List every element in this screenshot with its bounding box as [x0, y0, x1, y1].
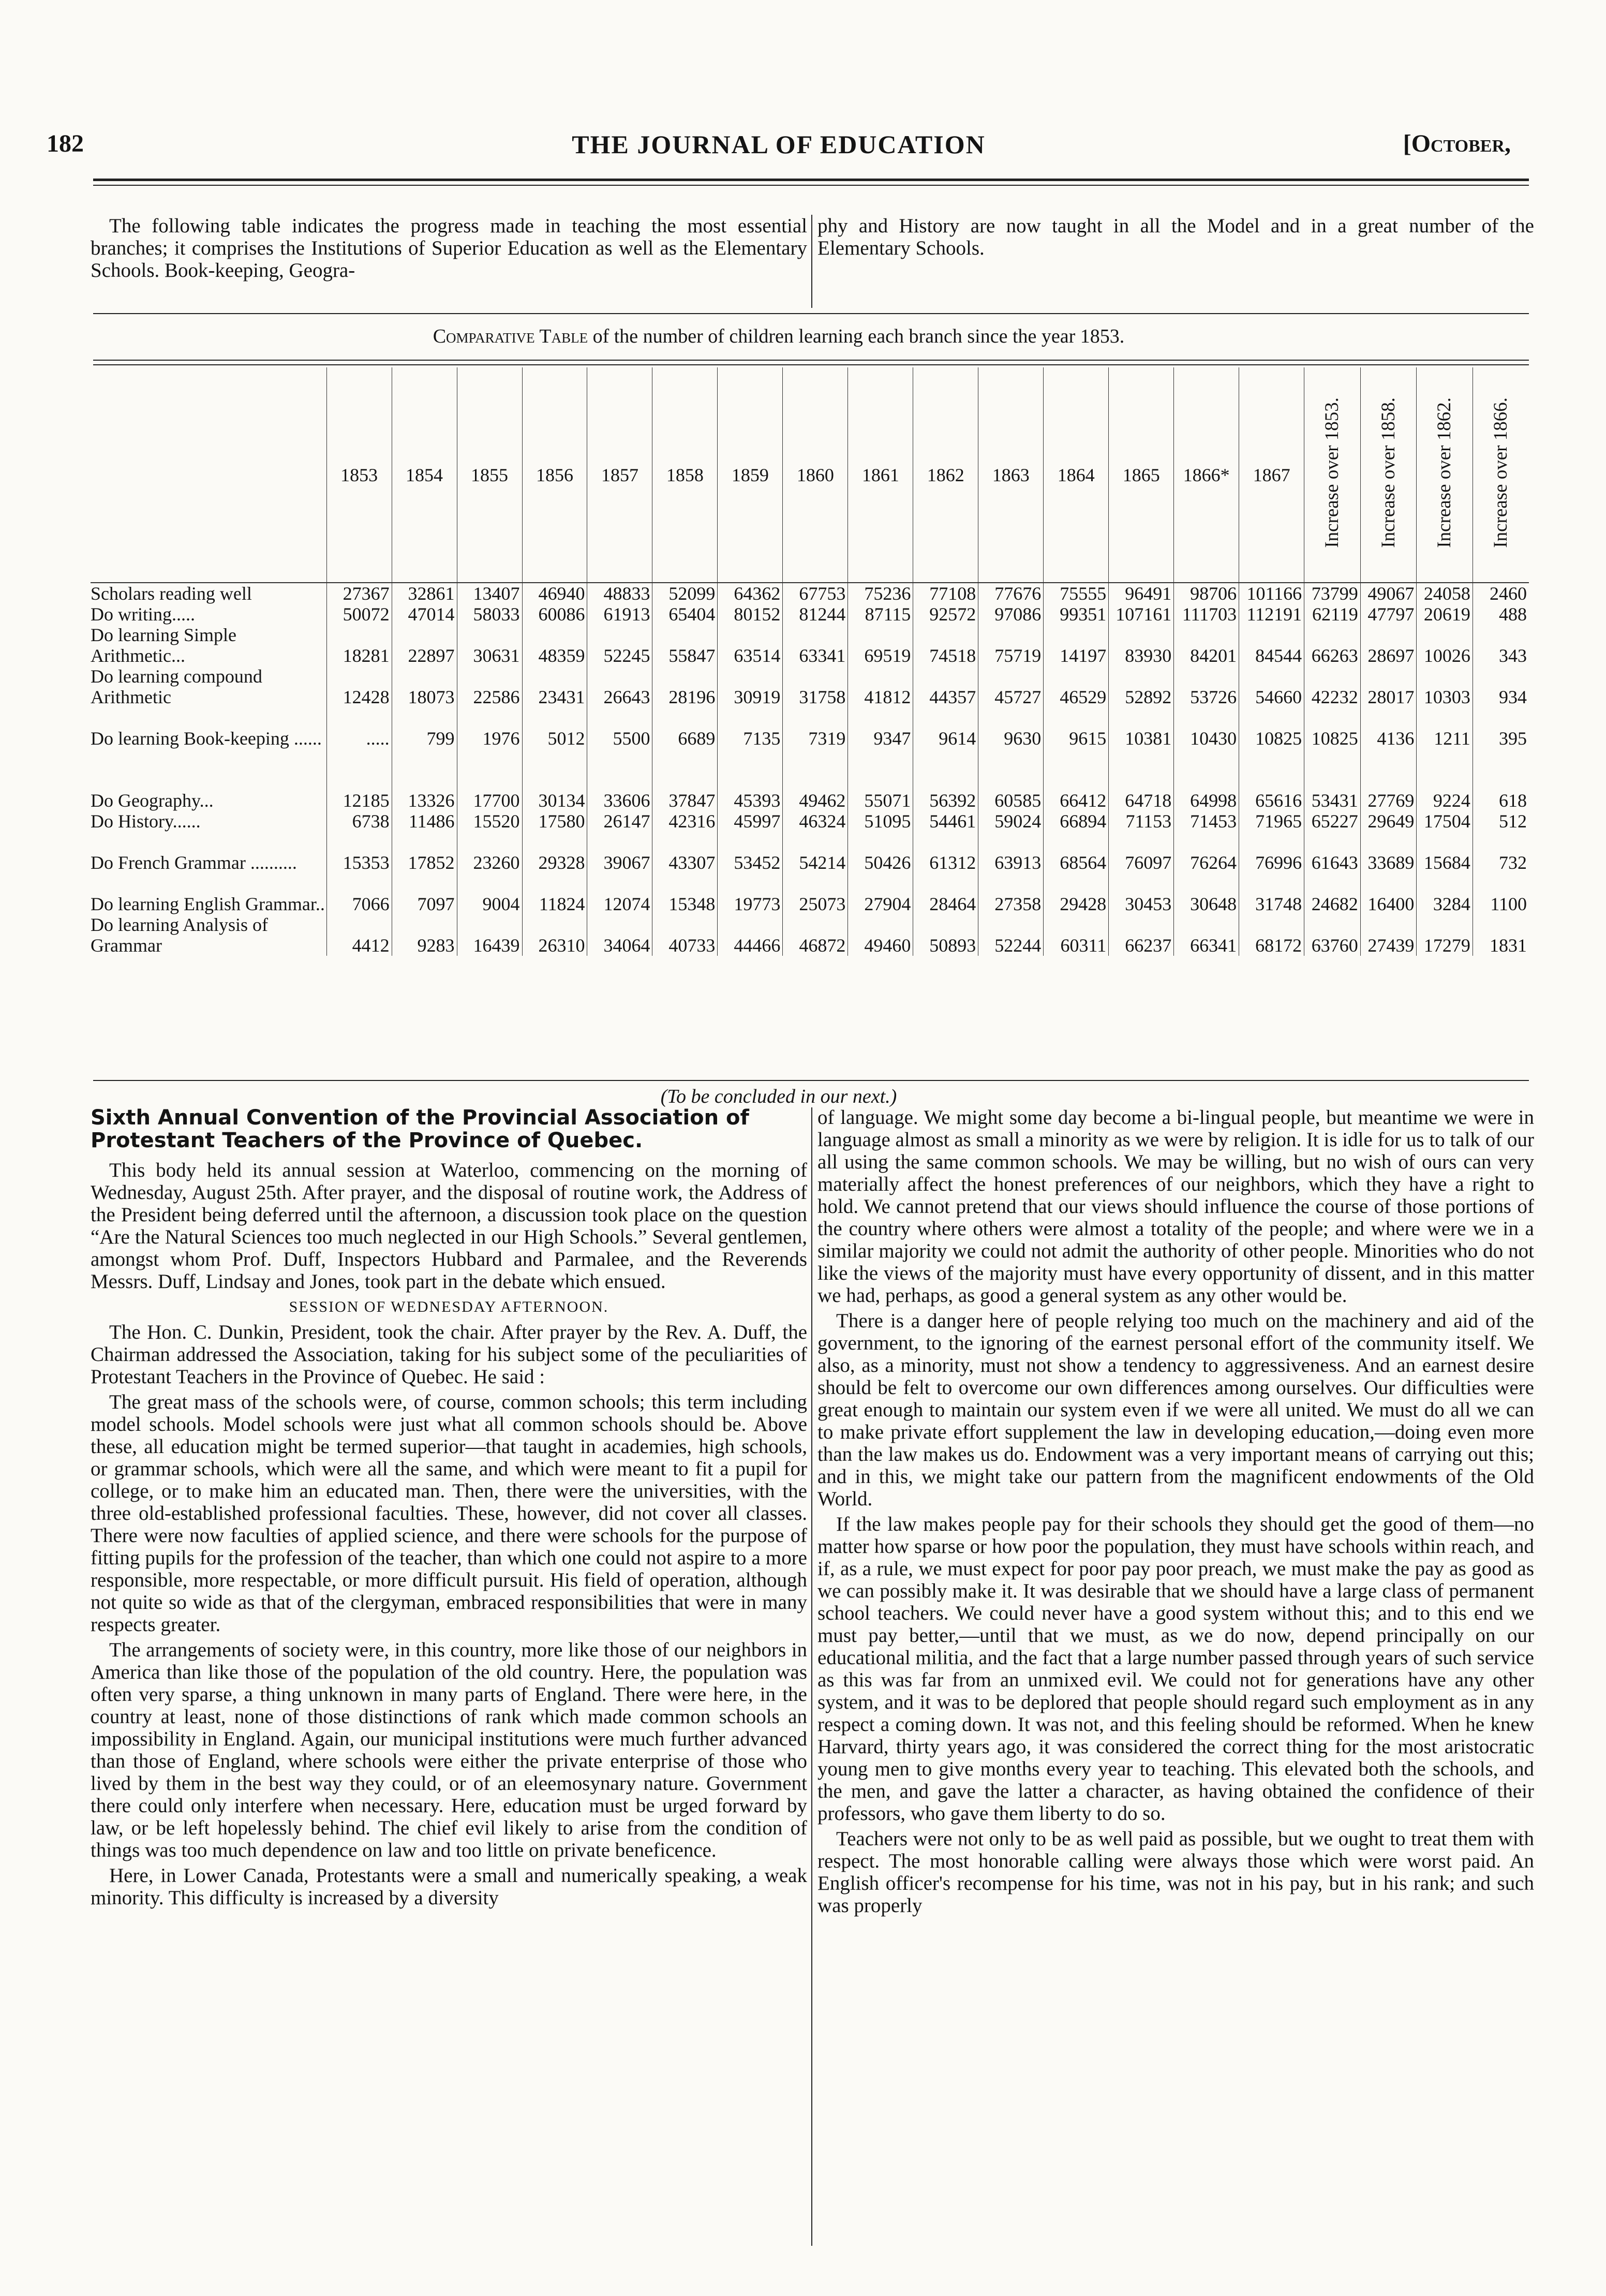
table-row	[91, 749, 1529, 811]
table-cell: 75719	[978, 625, 1044, 666]
year-header: 1865	[1109, 367, 1174, 583]
table-cell: 1831	[1473, 914, 1529, 956]
table-cell: 65404	[652, 604, 718, 625]
article-paragraph: The Hon. C. Dunkin, President, took the chair. After prayer by the Rev. A. Duff, the Chairman addressed the Association, taking for his subject some of the peculiarities of Protestant Teachers in the Province of Quebec. He said :	[91, 1321, 807, 1388]
to-be-concluded: (To be concluded in our next.)	[660, 1086, 897, 1107]
table-cell: 46324	[783, 811, 848, 832]
row-label: Do Geography...	[91, 790, 214, 811]
table-cell: 14197	[1044, 625, 1109, 666]
table-cell: 29328	[522, 832, 587, 873]
table-cell: 9283	[392, 914, 457, 956]
table-cell: 53726	[1174, 666, 1239, 707]
row-label: Do learning Book-keeping ......	[91, 728, 322, 749]
table-cell: 1976	[457, 707, 522, 749]
article-paragraph: There is a danger here of people relying too much on the machinery and aid of the government, to the ignoring of the earnest personal effort of the community itself. We also, as a minority, must not show a tendency to aggressiveness. And an earnest desire should be felt to overcome our own differences among ourselves. Our difficulties were great enough to maintain our system even if we were all united. We must do all we can to make private effort supplement the law in developing education,—doing even more than the law makes us do. Endowment was a very important means of carrying out this; and in this, we might take our pattern from the magnificent endowments of the Old World.	[817, 1310, 1534, 1510]
table-cell: 84201	[1174, 625, 1239, 666]
table-cell: 63514	[718, 625, 783, 666]
table-cell: 19773	[718, 873, 783, 914]
table-cell: 73799	[1304, 583, 1361, 604]
table-cell: 37847	[652, 749, 718, 811]
table-cell: 343	[1473, 625, 1529, 666]
year-header: 1855	[457, 367, 522, 583]
table-cell: 27769	[1360, 749, 1417, 811]
table-cell: 1100	[1473, 873, 1529, 914]
table-row	[91, 832, 1529, 873]
table-cell: 488	[1473, 604, 1529, 625]
session-subheading: SESSION OF WEDNESDAY AFTERNOON.	[289, 1298, 609, 1315]
table-cell: 732	[1473, 832, 1529, 873]
table-cell: 28196	[652, 666, 718, 707]
table-cell: 83930	[1109, 625, 1174, 666]
article-paragraph: Here, in Lower Canada, Protestants were a small and numerically speaking, a weak minority. This difficulty is increased by a diversity	[91, 1864, 807, 1909]
year-header: 1866*	[1174, 367, 1239, 583]
table-cell: 28017	[1360, 666, 1417, 707]
article-paragraph: If the law makes people pay for their schools they should get the good of them—no matter how sparse or how poor the population, they must have schools within reach, and if, as a rule, we must expect for poor pay poor preach, we must make the pay as good as we can possibly make it. It was desirable that we should have a large class of permanent school teachers. We could never have a good system without this; and to this end we must pay better,—until that we must, as we do now, depend principally on our educational militia, and the fact that a large number passed through years of such service as this was far from an unmixed evil. We could not for generations have any other system, and it was to be deplored that people should regard such employment as in any respect a coming down. It was not, and this feeling should be reformed. When he knew Harvard, thirty years ago, it was considered the correct thing for the most aristocratic young men to give months every year to teaching. This elevated both the schools, and the men, and gave the latter a character, as having obtained the confidence of their professors, who gave them liberty to do so.	[817, 1513, 1534, 1825]
table-cell: 13407	[457, 583, 522, 604]
table-cell: 12074	[587, 873, 652, 914]
row-label: Do History......	[91, 811, 201, 832]
table-caption	[47, 325, 1511, 348]
table-cell: 22897	[392, 625, 457, 666]
table-cell: 12185	[326, 749, 392, 811]
table-cell: 63341	[783, 625, 848, 666]
table-cell: 46872	[783, 914, 848, 956]
row-label: Scholars reading well	[91, 583, 326, 604]
intro-right-text: phy and History are now taught in all the Model and in a great number of the Elementary Schools.	[817, 215, 1534, 259]
header-rule-top	[93, 179, 1529, 181]
table-cell: 9347	[848, 707, 913, 749]
table-cell: 46940	[522, 583, 587, 604]
table-cell: 71453	[1174, 811, 1239, 832]
table-cell: 13326	[392, 749, 457, 811]
row-label: Do learning Analysis of Grammar	[91, 914, 268, 956]
table-cell: 7319	[783, 707, 848, 749]
table-cell: 16439	[457, 914, 522, 956]
table-cell: 33606	[587, 749, 652, 811]
table-cell: 30648	[1174, 873, 1239, 914]
table-cell: 9630	[978, 707, 1044, 749]
table-cell: 68172	[1239, 914, 1304, 956]
table-cell: 77676	[978, 583, 1044, 604]
table-cell: 23260	[457, 832, 522, 873]
table-row	[91, 914, 1529, 956]
table-cell: 934	[1473, 666, 1529, 707]
table-cell: 17700	[457, 749, 522, 811]
table-cell: 54461	[913, 811, 978, 832]
table-cell: 49460	[848, 914, 913, 956]
table-row	[91, 625, 1529, 666]
table-cell: 68564	[1044, 832, 1109, 873]
table-cell: 45727	[978, 666, 1044, 707]
table-cell: 10825	[1304, 707, 1361, 749]
table-rule-bottom	[93, 1080, 1529, 1081]
table-cell: 44466	[718, 914, 783, 956]
year-header: 1853	[326, 367, 392, 583]
table-cell: 395	[1473, 707, 1529, 749]
table-cell: 75236	[848, 583, 913, 604]
table-cell: 63760	[1304, 914, 1361, 956]
table-cell: 28464	[913, 873, 978, 914]
increase-header-label: Increase over 1866.	[1490, 397, 1511, 548]
table-cell: 50893	[913, 914, 978, 956]
table-row	[91, 873, 1529, 914]
table-cell: 66263	[1304, 625, 1361, 666]
table-cell: 51095	[848, 811, 913, 832]
table-cell: 39067	[587, 832, 652, 873]
table-cell: 15353	[326, 832, 392, 873]
table-cell: 48833	[587, 583, 652, 604]
table-cell: .....	[326, 707, 392, 749]
table-cell: 46529	[1044, 666, 1109, 707]
table-cell: 50426	[848, 832, 913, 873]
table-cell: 29649	[1360, 811, 1417, 832]
table-cell: 63913	[978, 832, 1044, 873]
increase-header-label: Increase over 1862.	[1434, 397, 1455, 548]
article-paragraph: The great mass of the schools were, of course, common schools; this term including model schools. Model schools were just what all common schools should be. Above these, all education might be termed superior—that taught in academies, high schools, or grammar schools, which were all the same, and which were meant to fit a pupil for college, or to make him an educated man. Then, there were the universities, with the three old-established professional faculties. These, however, did not cover all classes. There were now faculties of applied science, and there were schools for the purpose of fitting pupils for the profession of the teacher, than which one could not aspire to a more responsible, more respectable, or more difficult pursuit. His field of operation, although not quite so wide as that of the clergyman, embraced responsibilities that were in many respects greater.	[91, 1391, 807, 1636]
table-cell: 30919	[718, 666, 783, 707]
year-header: 1854	[392, 367, 457, 583]
table-cell: 24682	[1304, 873, 1361, 914]
table-cell: 31758	[783, 666, 848, 707]
table-cell: 76264	[1174, 832, 1239, 873]
increase-header	[1304, 367, 1361, 583]
table-cell: 16400	[1360, 873, 1417, 914]
table-cell: 50072	[326, 604, 392, 625]
table-cell: 65616	[1239, 749, 1304, 811]
year-header: 1864	[1044, 367, 1109, 583]
table-cell: 9004	[457, 873, 522, 914]
table-cell: 76097	[1109, 832, 1174, 873]
table-cell: 15348	[652, 873, 718, 914]
table-cell: 42316	[652, 811, 718, 832]
table-cell: 9615	[1044, 707, 1109, 749]
table-cell: 17504	[1417, 811, 1473, 832]
table-cell: 66237	[1109, 914, 1174, 956]
table-cell: 15684	[1417, 832, 1473, 873]
table-cell: 29428	[1044, 873, 1109, 914]
table-cell: 6738	[326, 811, 392, 832]
table-cell: 18073	[392, 666, 457, 707]
table-cell: 64718	[1109, 749, 1174, 811]
table-cell: 799	[392, 707, 457, 749]
table-rule-top	[93, 360, 1529, 361]
table-cell: 47014	[392, 604, 457, 625]
table-cell: 3284	[1417, 873, 1473, 914]
table-row	[91, 604, 1529, 625]
table-cell: 76996	[1239, 832, 1304, 873]
article-left-column	[91, 1106, 807, 1912]
table-cell: 52245	[587, 625, 652, 666]
table-cell: 11824	[522, 873, 587, 914]
year-header: 1856	[522, 367, 587, 583]
table-cell: 53452	[718, 832, 783, 873]
table-cell: 60585	[978, 749, 1044, 811]
table-rule-top-2	[93, 364, 1529, 365]
table-cell: 10303	[1417, 666, 1473, 707]
table-cell: 20619	[1417, 604, 1473, 625]
table-cell: 10026	[1417, 625, 1473, 666]
increase-header	[1473, 367, 1529, 583]
year-header: 1859	[718, 367, 783, 583]
table-cell: 34064	[587, 914, 652, 956]
table-cell: 618	[1473, 749, 1529, 811]
table-cell: 59024	[978, 811, 1044, 832]
table-cell: 61643	[1304, 832, 1361, 873]
intro-left-column	[91, 215, 807, 285]
table-cell: 66341	[1174, 914, 1239, 956]
row-label: Do learning Simple Arithmetic...	[91, 625, 236, 666]
header-rule-bottom	[93, 185, 1529, 186]
article-paragraph: of language. We might some day become a bi-lingual people, but meantime we were in language almost as small a minority as we were by religion. It is idle for us to talk of our all using the same common schools. We may be willing, but no wish of ours can very materially affect the honest preferences of our neighbors, which they have a right to hold. We cannot pretend that our views should influence the course of those portions of the country where others were almost a totality of the people; and where were we in a similar majority we could not admit the authority of other people. Minorities who do not like the views of the majority must have every opportunity of dissent, and in this matter we had, perhaps, as good a general system as any other would be.	[817, 1106, 1534, 1307]
table-cell: 15520	[457, 811, 522, 832]
table-cell: 64362	[718, 583, 783, 604]
table-cell: 22586	[457, 666, 522, 707]
table-cell: 47797	[1360, 604, 1417, 625]
table-cell: 27439	[1360, 914, 1417, 956]
table-cell: 101166	[1239, 583, 1304, 604]
table-cell: 54660	[1239, 666, 1304, 707]
table-cell: 25073	[783, 873, 848, 914]
intro-left-text: The following table indicates the progress made in teaching the most essential branches; it comprises the Institutions of Superior Education as well as the Elementary Schools. Book-keeping, Geogra-	[91, 215, 807, 282]
table-cell: 32861	[392, 583, 457, 604]
table-cell: 5500	[587, 707, 652, 749]
caption-lead: Comparative Table	[433, 325, 588, 347]
header-label-cell	[91, 367, 326, 583]
table-cell: 27367	[326, 583, 392, 604]
table-cell: 81244	[783, 604, 848, 625]
table-cell: 54214	[783, 832, 848, 873]
table-cell: 27904	[848, 873, 913, 914]
increase-header-label: Increase over 1858.	[1377, 397, 1399, 548]
table-cell: 52099	[652, 583, 718, 604]
table-cell: 65227	[1304, 811, 1361, 832]
table-cell: 26643	[587, 666, 652, 707]
table-cell: 7066	[326, 873, 392, 914]
table-cell: 66412	[1044, 749, 1109, 811]
table-cell: 10430	[1174, 707, 1239, 749]
intro-column-divider	[811, 215, 812, 308]
table-cell: 2460	[1473, 583, 1529, 604]
caption-rest: of the number of children learning each branch since the year 1853.	[588, 325, 1125, 347]
year-header: 1860	[783, 367, 848, 583]
increase-header	[1360, 367, 1417, 583]
table-cell: 41812	[848, 666, 913, 707]
table-cell: 56392	[913, 749, 978, 811]
table-cell: 18281	[326, 625, 392, 666]
year-header: 1862	[913, 367, 978, 583]
table-header-row	[91, 367, 1529, 583]
intro-rule	[93, 313, 1529, 314]
table-cell: 52244	[978, 914, 1044, 956]
table-cell: 4136	[1360, 707, 1417, 749]
row-label: Do learning compound Arithmetic	[91, 666, 262, 707]
table-cell: 11486	[392, 811, 457, 832]
table-cell: 27358	[978, 873, 1044, 914]
table-cell: 9614	[913, 707, 978, 749]
table-cell: 9224	[1417, 749, 1473, 811]
table-cell: 31748	[1239, 873, 1304, 914]
table-cell: 28697	[1360, 625, 1417, 666]
table-row	[91, 811, 1529, 832]
table-cell: 23431	[522, 666, 587, 707]
year-header: 1858	[652, 367, 718, 583]
table-row	[91, 707, 1529, 749]
table-cell: 7097	[392, 873, 457, 914]
table-cell: 26310	[522, 914, 587, 956]
table-cell: 92572	[913, 604, 978, 625]
year-header: 1867	[1239, 367, 1304, 583]
table-cell: 45393	[718, 749, 783, 811]
year-header: 1857	[587, 367, 652, 583]
table-cell: 49067	[1360, 583, 1417, 604]
page-number: 182	[47, 130, 84, 157]
table-cell: 61312	[913, 832, 978, 873]
table-cell: 7135	[718, 707, 783, 749]
table-cell: 87115	[848, 604, 913, 625]
table-cell: 61913	[587, 604, 652, 625]
table-cell: 53431	[1304, 749, 1361, 811]
table-cell: 5012	[522, 707, 587, 749]
table-cell: 71153	[1109, 811, 1174, 832]
table-cell: 12428	[326, 666, 392, 707]
journal-title: THE JOURNAL OF EDUCATION	[572, 130, 986, 159]
table-cell: 4412	[326, 914, 392, 956]
table-cell: 77108	[913, 583, 978, 604]
article-column-divider	[811, 1107, 812, 2246]
article-paragraph: This body held its annual session at Waterloo, commencing on the morning of Wednesday, August 25th. After prayer, and the disposal of routine work, the Address of the President being deferred until the afternoon, a discussion took place on the question “Are the Natural Sciences too much neglected in our High Schools.” Several gentlemen, amongst whom Prof. Duff, Inspectors Hubbard and Parmalee, and the Reverends Messrs. Duff, Lindsay and Jones, took part in the debate which ensued.	[91, 1159, 807, 1293]
article-paragraph: Teachers were not only to be as well paid as possible, but we ought to treat them with respect. The most honorable calling were always those which were worst paid. An English officer's recompense for his time, was not in his pay, but in his rank; and such was properly	[817, 1828, 1534, 1917]
table-cell: 17852	[392, 832, 457, 873]
table-cell: 26147	[587, 811, 652, 832]
row-label: Do French Grammar ..........	[91, 852, 297, 873]
table-cell: 55071	[848, 749, 913, 811]
table-cell: 71965	[1239, 811, 1304, 832]
year-header: 1861	[848, 367, 913, 583]
table-cell: 55847	[652, 625, 718, 666]
table-cell: 52892	[1109, 666, 1174, 707]
row-label: Do learning English Grammar..	[91, 894, 325, 914]
intro-right-column	[817, 215, 1534, 262]
table-cell: 111703	[1174, 604, 1239, 625]
article-paragraph: The arrangements of society were, in this country, more like those of our neighbors in America than like those of the population of the old country. Here, the population was often very sparse, a thing unknown in many parts of England. There were here, in the country at least, none of those distinctions of rank which made common schools an impossibility in England. Again, our municipal institutions were much further advanced than those of England, where schools were either the private enterprise of those who lived by them in the best way they could, or of an eleemosynary nature. Government there could only interfere when necessary. Here, education must be urged forward by law, or be left hopelessly behind. The chief evil likely to arise from the condition of things was too much dependence on law and too little on private beneficence.	[91, 1639, 807, 1861]
table-cell: 24058	[1417, 583, 1473, 604]
table-cell: 64998	[1174, 749, 1239, 811]
table-cell: 10825	[1239, 707, 1304, 749]
table-cell: 58033	[457, 604, 522, 625]
table-body	[91, 583, 1529, 956]
table-row	[91, 583, 1529, 604]
table-cell: 30134	[522, 749, 587, 811]
table-cell: 30631	[457, 625, 522, 666]
table-cell: 107161	[1109, 604, 1174, 625]
increase-header	[1417, 367, 1473, 583]
table-cell: 10381	[1109, 707, 1174, 749]
table-cell: 98706	[1174, 583, 1239, 604]
table-row	[91, 666, 1529, 707]
table-cell: 42232	[1304, 666, 1361, 707]
issue-month: [October,	[1403, 130, 1511, 157]
article-right-column	[817, 1106, 1534, 1920]
table-cell: 60086	[522, 604, 587, 625]
year-header: 1863	[978, 367, 1044, 583]
table-cell: 74518	[913, 625, 978, 666]
table-cell: 17580	[522, 811, 587, 832]
table-cell: 60311	[1044, 914, 1109, 956]
increase-header-label: Increase over 1853.	[1321, 397, 1343, 548]
table-cell: 512	[1473, 811, 1529, 832]
table-cell: 6689	[652, 707, 718, 749]
table-cell: 80152	[718, 604, 783, 625]
table-cell: 17279	[1417, 914, 1473, 956]
comparative-table	[91, 367, 1529, 956]
table-cell: 66894	[1044, 811, 1109, 832]
table-cell: 112191	[1239, 604, 1304, 625]
table-cell: 97086	[978, 604, 1044, 625]
table-cell: 43307	[652, 832, 718, 873]
table-cell: 48359	[522, 625, 587, 666]
table-cell: 96491	[1109, 583, 1174, 604]
table-cell: 1211	[1417, 707, 1473, 749]
table-cell: 69519	[848, 625, 913, 666]
table-cell: 84544	[1239, 625, 1304, 666]
article-title: Sixth Annual Convention of the Provincial Association of Protestant Teachers of the Province of Quebec.	[91, 1106, 749, 1152]
table-cell: 62119	[1304, 604, 1361, 625]
row-label: Do writing.....	[91, 604, 195, 625]
table-cell: 49462	[783, 749, 848, 811]
table-cell: 40733	[652, 914, 718, 956]
table-cell: 75555	[1044, 583, 1109, 604]
table-cell: 44357	[913, 666, 978, 707]
page-header	[47, 129, 1511, 166]
table-cell: 45997	[718, 811, 783, 832]
table-cell: 67753	[783, 583, 848, 604]
table-cell: 30453	[1109, 873, 1174, 914]
table-cell: 99351	[1044, 604, 1109, 625]
table-cell: 33689	[1360, 832, 1417, 873]
